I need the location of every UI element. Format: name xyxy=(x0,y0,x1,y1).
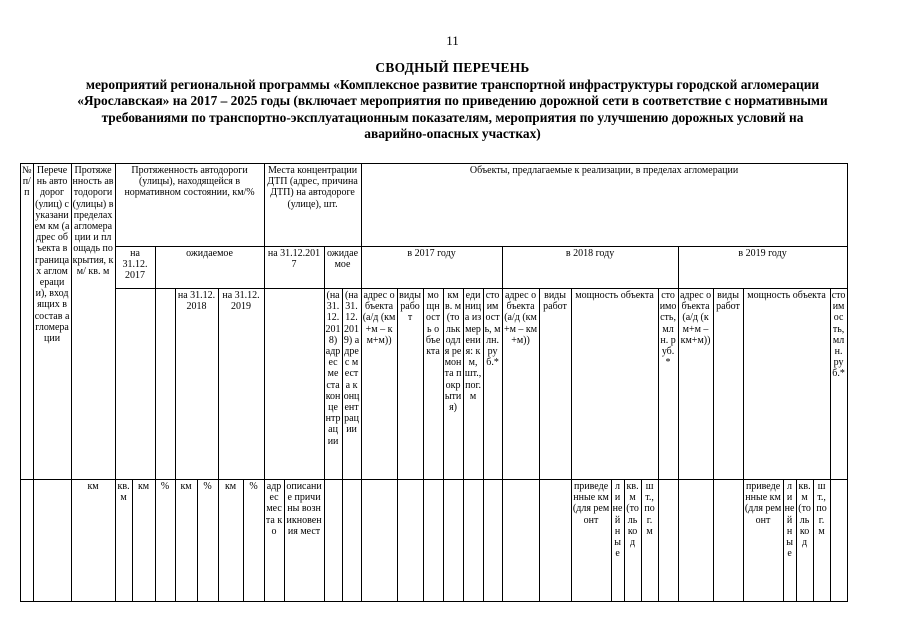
exp-2018-header: на 31.12. 2018 xyxy=(175,289,218,480)
empty-cell xyxy=(658,480,678,602)
capacity-2017-header: мощность объекта xyxy=(423,289,443,480)
on-2017-header: на 31.12. 2017 xyxy=(115,247,155,289)
group-dtp-header: Места концентрации ДТП (адрес, причина ДТП) на автодороге (улице), шт. xyxy=(264,164,361,247)
empty-cell xyxy=(115,289,155,480)
dtp-2018-header: (на 31.12.2018) адрес места концентрации xyxy=(324,289,342,480)
pcs-2018: шт., пог. м xyxy=(641,480,658,602)
unit-pct: % xyxy=(155,480,175,602)
km-2017-header: км в. м (толькодля ремонта покрытия) xyxy=(443,289,463,480)
work-type-2019-header: виды работ xyxy=(713,289,743,480)
empty-cell xyxy=(342,480,361,602)
cost-2019-header: стоимость, млн. руб.* xyxy=(830,289,847,480)
unit-sqm: кв. м xyxy=(115,480,132,602)
empty-cell xyxy=(443,480,463,602)
dtp-on-2017-header: на 31.12.2017 xyxy=(264,247,324,289)
capacity-2019-header: мощность объекта xyxy=(743,289,830,480)
empty-cell xyxy=(155,289,175,480)
linear-2019: линейные xyxy=(783,480,796,602)
empty-cell xyxy=(264,289,324,480)
sqm-2018: кв. м (только д xyxy=(624,480,641,602)
cost-2018-header: стоимость, млн. руб.* xyxy=(658,289,678,480)
work-type-2018-header: виды работ xyxy=(539,289,571,480)
work-type-2017-header: виды работ xyxy=(397,289,423,480)
group-normative-header: Протяженность автодороги (улицы), находящейся в нормативном состоянии, км/% xyxy=(115,164,264,247)
address-2019-header: адрес объекта (а/д (км+м – км+м)) xyxy=(678,289,713,480)
empty-cell xyxy=(463,480,483,602)
cost-2017-header: стоимость, млн. руб.* xyxy=(483,289,502,480)
summary-table xyxy=(20,163,848,602)
empty-cell xyxy=(483,480,502,602)
empty-cell xyxy=(33,480,71,602)
col-length-header: Протяженность автодороги (улицы) в пределах агломерации и площадь покрытия, км/ кв. м xyxy=(71,164,115,480)
document-heading xyxy=(20,60,885,143)
unit-km: км xyxy=(175,480,197,602)
empty-cell xyxy=(324,480,342,602)
col-road-list-header: Перечень автодорог (улиц) с указанием км (адрес объекта в границах агломерации), входящих в состав агломерации xyxy=(33,164,71,480)
reduced-km-2019: приведенные км (для ремонт xyxy=(743,480,783,602)
heading-title: СВОДНЫЙ ПЕРЕЧЕНЬ xyxy=(375,60,530,75)
dtp-address: адрес места ко xyxy=(264,480,284,602)
linear-2018: линейные xyxy=(611,480,624,602)
year-2019-header: в 2019 году xyxy=(678,247,847,289)
capacity-2018-header: мощность объекта xyxy=(571,289,658,480)
address-2017-header: адрес объекта (а/д (км+м – км+м)) xyxy=(361,289,397,480)
pcs-2019: шт., пог. м xyxy=(813,480,830,602)
dtp-expected-header: ожидаемое xyxy=(324,247,361,289)
heading-line-1: мероприятий региональной программы «Комплексное развитие транспортной инфраструктуры городской агломерации xyxy=(85,76,820,92)
heading-line-4: аварийно-опасных участках) xyxy=(364,126,541,141)
empty-cell xyxy=(397,480,423,602)
empty-cell xyxy=(713,480,743,602)
empty-cell xyxy=(830,480,847,602)
heading-line-3: требованиями по транспортно-эксплуатационным показателям, мероприятия по улучшению дорожных условий на xyxy=(101,109,804,125)
unit-pct: % xyxy=(243,480,264,602)
reduced-km-2018: приведенные км (для ремонт xyxy=(571,480,611,602)
address-2018-header: адрес объекта (а/д (км+м – км+м)) xyxy=(502,289,539,480)
empty-cell xyxy=(539,480,571,602)
group-objects-header: Объекты, предлагаемые к реализации, в пределах агломерации xyxy=(361,164,847,247)
year-2017-header: в 2017 году xyxy=(361,247,502,289)
empty-cell xyxy=(361,480,397,602)
empty-cell xyxy=(678,480,713,602)
sqm-2019: кв. м (только д xyxy=(796,480,813,602)
exp-2019-header: на 31.12. 2019 xyxy=(218,289,264,480)
col-number-header: № п/п xyxy=(21,164,34,480)
unit-km: км xyxy=(71,480,115,602)
year-2018-header: в 2018 году xyxy=(502,247,678,289)
page-number: 11 xyxy=(446,33,459,48)
unit-pct: % xyxy=(197,480,218,602)
unit-km: км xyxy=(218,480,243,602)
heading-line-2: «Ярославская» на 2017 – 2025 годы (включает мероприятия по приведению дорожной сети в соответствие с нормативными xyxy=(77,93,828,108)
expected-header: ожидаемое xyxy=(155,247,264,289)
dtp-2019-header: (на 31.12.2019) адрес места концентрации xyxy=(342,289,361,480)
unit-km: км xyxy=(132,480,155,602)
unit-2017-header: единица измерения: км, шт., пог. м xyxy=(463,289,483,480)
empty-cell xyxy=(423,480,443,602)
empty-cell xyxy=(21,480,34,602)
dtp-reason: описание причины возникновения мест xyxy=(284,480,324,602)
empty-cell xyxy=(502,480,539,602)
